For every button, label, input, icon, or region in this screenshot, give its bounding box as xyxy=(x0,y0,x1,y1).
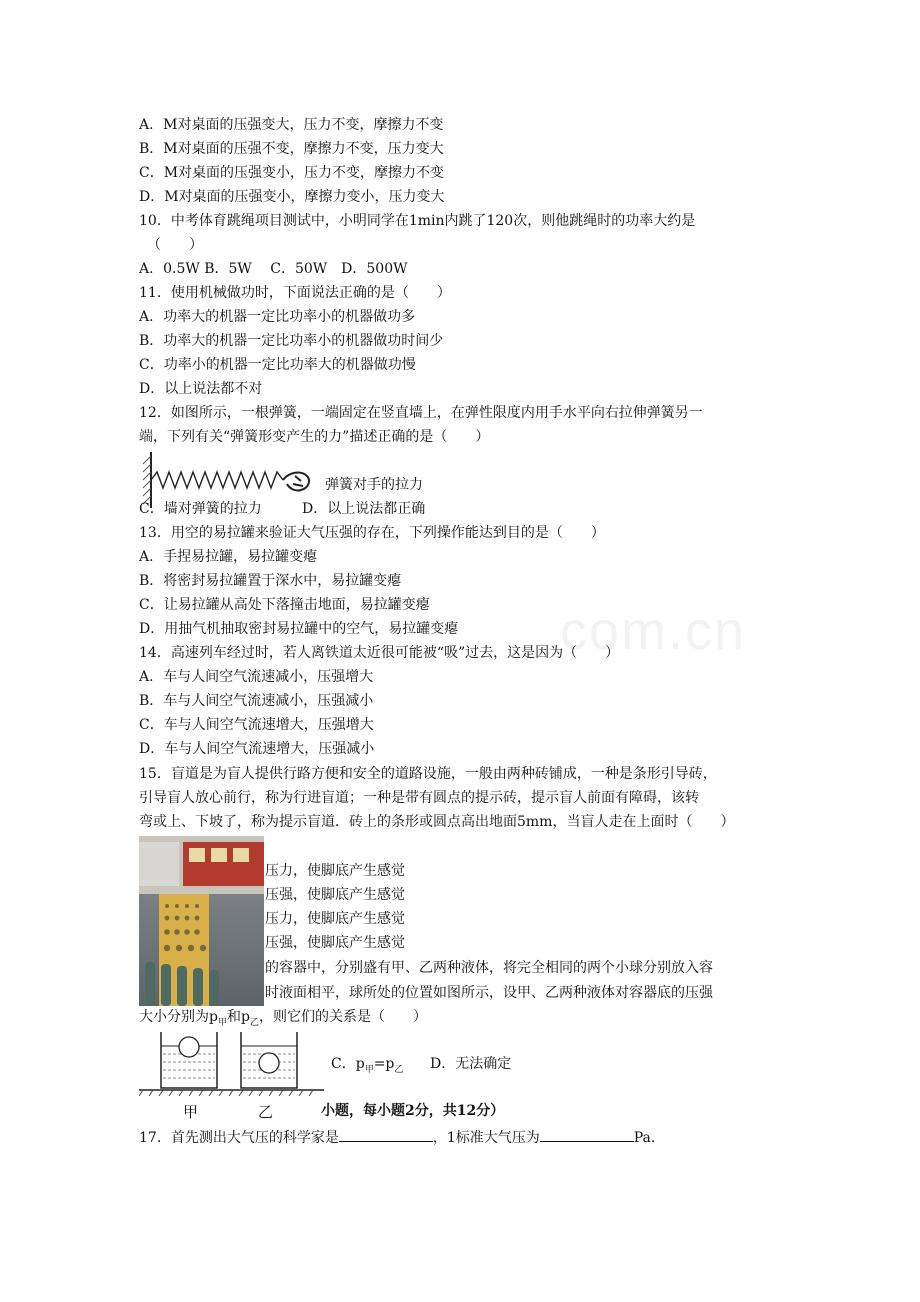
q10-stem-cont: （ ） xyxy=(147,237,203,253)
section-header-partial: 小题，每小题2分，共12分） xyxy=(321,1103,505,1119)
q15-stem: 15．盲道是为盲人提供行路方便和安全的道路设施，一般由两种砖铺成，一种是条形引导砖， xyxy=(139,766,717,782)
q10-stem: 10．中考体育跳绳项目测试中，小明同学在1min内跳了120次，则他跳绳时的功率大约是 xyxy=(139,213,696,229)
q14-option-d: D．车与人间空气流速增大，压强减小 xyxy=(139,741,375,757)
q16-stem-cont-partial: 时液面相平，球所处的位置如图所示，设甲、乙两种液体对容器底的压强 xyxy=(265,985,713,1001)
q16-option-c-partial: C．$p_甲=p_乙$ xyxy=(331,1056,404,1075)
watermark: com.cn xyxy=(560,601,747,661)
q11-option-b: B．功率大的机器一定比功率小的机器做功时间少 xyxy=(139,333,444,349)
q9-option-a: A．M对桌面的压强变大，压力不变，摩擦力不变 xyxy=(139,117,444,133)
q17-blank-scientist[interactable] xyxy=(339,1127,433,1142)
q11-stem: 11．使用机械做功时，下面说法正确的是（ ） xyxy=(139,285,451,301)
label-yi: 乙 xyxy=(258,1103,274,1121)
q9-option-b: B．M对桌面的压强不变，摩擦力不变，压力变大 xyxy=(139,141,444,157)
containers-figure xyxy=(139,1030,324,1122)
q17-text-b: ，1标准大气压为 xyxy=(432,1130,540,1146)
q15-option-b-partial: 压强，使脚底产生感觉 xyxy=(265,887,405,903)
q11-option-a: A．功率大的机器一定比功率小的机器做功多 xyxy=(139,309,416,325)
q9-option-c: C．M对桌面的压强变小，压力不变，摩擦力不变 xyxy=(139,165,445,181)
tactile-paving-photo xyxy=(139,836,264,1006)
q17-line xyxy=(139,1127,665,1148)
sub-yi-c: 乙 xyxy=(394,1064,404,1075)
q16-stem-partial: 的容器中，分别盛有甲、乙两种液体，将完全相同的两个小球分别放入容 xyxy=(265,960,713,976)
q14-stem: 14．高速列车经过时，若人离铁道太近很可能被“吸”过去，这是因为（ ） xyxy=(139,645,620,661)
q15-stem-cont-1: 引导盲人放心前行，称为行进盲道；一种是带有圆点的提示砖，提示盲人前面有障碍，该转 xyxy=(139,790,699,806)
q13-option-b: B．将密封易拉罐置于深水中，易拉罐变瘪 xyxy=(139,573,402,589)
q14-option-c: C．车与人间空气流速增大，压强增大 xyxy=(139,717,374,733)
q12-option-b-partial: 弹簧对手的拉力 xyxy=(325,477,423,493)
q15-stem-cont-2: 弯或上、下坡了，称为提示盲道．砖上的条形或圆点高出地面5mm，当盲人走在上面时（ ） xyxy=(139,814,735,830)
q17-text-c: Pa． xyxy=(633,1130,665,1146)
q13-option-a: A．手捏易拉罐，易拉罐变瘪 xyxy=(139,549,318,565)
sub-yi: 乙 xyxy=(249,1017,259,1028)
q12-option-d: D．以上说法都正确 xyxy=(302,501,426,517)
q11-option-d: D．以上说法都不对 xyxy=(139,381,263,397)
q15-option-c-partial: 压力，使脚底产生感觉 xyxy=(265,911,405,927)
q17-text-a: 17．首先测出大气压的科学家是 xyxy=(139,1130,339,1146)
q12-option-c-partial: C．墙对弹簧的拉力 xyxy=(139,501,262,517)
q12-stem-cont: 端，下列有关“弹簧形变产生的力”描述正确的是（ ） xyxy=(139,429,490,445)
q15-option-a-partial: 压力，使脚底产生感觉 xyxy=(265,863,405,879)
q13-option-c: C．让易拉罐从高处下落撞击地面，易拉罐变瘪 xyxy=(139,597,430,613)
q15-option-d-partial: 压强，使脚底产生感觉 xyxy=(265,935,405,951)
q14-option-b: B．车与人间空气流速减小，压强减小 xyxy=(139,693,374,709)
q17-blank-pressure[interactable] xyxy=(540,1127,634,1142)
q13-stem: 13．用空的易拉罐来验证大气压强的存在，下列操作能达到目的是（ ） xyxy=(139,525,605,541)
q10-options: A．0.5W B．5W C．50W D．500W xyxy=(139,261,408,277)
q13-option-d: D．用抽气机抽取密封易拉罐中的空气，易拉罐变瘪 xyxy=(139,621,459,637)
q12-stem: 12．如图所示，一根弹簧，一端固定在竖直墙上，在弹性限度内用手水平向右拉伸弹簧另一 xyxy=(139,405,703,421)
q16-stem-cont: 大小分别为$p_甲$和$p_乙$，则它们的关系是（ ） xyxy=(139,1009,427,1028)
sub-jia-c: 甲 xyxy=(364,1064,374,1075)
sub-jia: 甲 xyxy=(217,1017,227,1028)
q11-option-c: C．功率小的机器一定比功率大的机器做功慢 xyxy=(139,357,416,373)
q9-option-d: D．M对桌面的压强变小，摩擦力变小，压力变大 xyxy=(139,189,445,205)
q14-option-a: A．车与人间空气流速减小，压强增大 xyxy=(139,669,374,685)
q16-option-d: D．无法确定 xyxy=(430,1056,512,1072)
label-jia: 甲 xyxy=(183,1103,199,1121)
